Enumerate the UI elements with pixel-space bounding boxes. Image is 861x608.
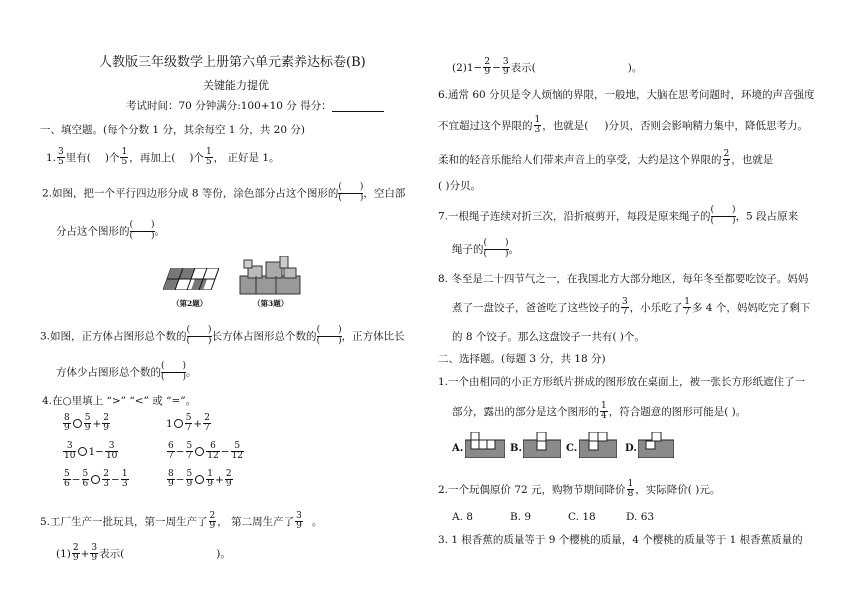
option-b-label[interactable]: B. [510,443,522,454]
frac-1-5b: $\frac{1}{5}$ [205,147,212,168]
q2-blank2[interactable]: ( ) ( ) [129,220,155,241]
q1-text-d: ，再加上( [129,151,176,164]
frac: $\frac{5}{12}$ [231,441,243,462]
q5-1-end: )。 [216,547,231,560]
question-5-2: (2)1− $\frac{2}{9}$ − $\frac{3}{9}$ 表示( )。 [452,57,643,78]
q3-blank1[interactable]: ( ) ( ) [186,325,212,346]
frac: $\frac{6}{12}$ [207,441,219,462]
frac: $\frac{6}{7}$ [168,441,174,462]
question-7-line2 [452,239,519,260]
q3-text-c: ，正方体比长 [341,330,405,343]
frac-3-9: $\frac{3}{9}$ [502,57,509,78]
q7-text: 7.一根绳子连续对折三次，沿折痕剪开，每段是原来绳子的 [438,210,711,223]
question-8-line2 [452,298,810,318]
frac: $\frac{2}{3}$ [103,469,110,490]
q6-l3b: ，也就是 [731,153,774,166]
c1-l2b: ，符合题意的图形可能是( )。 [608,405,747,418]
frac: $\frac{5}{9}$ [84,413,91,434]
compare-circle[interactable] [91,475,100,484]
choice-2-option-a[interactable]: A. 8 [452,511,473,523]
frac: $\frac{8}{9}$ [64,413,70,434]
option-a-figure[interactable] [465,432,505,458]
frac: $\frac{1}{9}$ [207,469,214,490]
page-title: 人教版三年级数学上册第六单元素养达标卷(B) [99,55,366,70]
compare-circle[interactable] [195,475,204,484]
q7-blank1[interactable]: ( ) ( ) [710,205,736,226]
q4-one: 1 [166,417,173,430]
frac-3-9: $\frac{3}{9}$ [296,511,302,532]
q5-1-num: (1) [56,547,71,560]
q1-text-f: ， 正好是 1。 [213,151,280,164]
q3-line2-text: 方体少占图形总个数的 [56,366,161,379]
question-1 [46,148,280,168]
frac: $\frac{8}{9}$ [168,469,174,490]
choice-1-line1: 1.一个由相同的小正方形纸片拼成的图形放在桌面上，被一张长方形纸遮住了一 [438,376,806,388]
frac: $\frac{5}{6}$ [64,469,70,490]
frac-3-7: $\frac{3}{7}$ [622,297,628,318]
option-d-figure[interactable] [638,432,674,458]
q4-row1-left: $\frac{8}{9}$ $\frac{5}{9}$ + $\frac{2}{9}$ [64,413,110,434]
question-5 [40,512,322,532]
frac-2-9: $\frac{2}{9}$ [484,57,491,78]
choice-2-option-d[interactable]: D. 63 [626,511,655,523]
q8-l2b: ，小乐吃了 [629,301,683,314]
q3-line2-end: 。 [186,366,197,379]
q8-l2a: 煮了一盘饺子，爸爸吃了这些饺子的 [452,301,620,314]
frac: $\frac{2}{9}$ [225,469,232,490]
frac-3-5: $\frac{3}{5}$ [58,147,64,168]
q4-minus: 1− [88,445,104,458]
section2-heading: 二、选择题。(每题 3 分，共 18 分) [438,353,606,365]
choice-1-line2 [452,402,746,422]
q7-blank2[interactable]: ( ) ( ) [483,238,509,259]
q6-l2c: )分贝，否则会影响精力集中，降低思考力。 [604,119,808,132]
frac: $\frac{1}{3}$ [121,469,128,490]
compare-circle[interactable] [195,447,204,456]
q5-1-mid: 表示( [99,547,125,560]
c2-text: 2.一个玩偶原价 72 元，购物节期间降价 [438,483,626,496]
q4-row3-left: $\frac{5}{6}$ − $\frac{5}{6}$ $\frac{2}{3}$ − $\frac{1}{3}$ [64,469,128,490]
q7-line2-end: 。 [508,243,520,256]
question-2-line2 [56,221,165,242]
q1-text-e: )个 [189,151,204,164]
q7-line2-text: 绳子的 [452,243,484,256]
q2-blank1[interactable]: ( ) ( ) [338,182,364,203]
frac: $\frac{2}{7}$ [204,413,210,434]
q6-l2a: 不宜超过这个界限的 [438,119,533,132]
option-c-figure[interactable] [579,432,617,458]
question-8-line3: 的 8 个饺子。那么这盘饺子一共有( )个。 [452,331,645,343]
q3-text-b: 长方体占图形总个数的 [211,330,317,343]
choice-2-option-c[interactable]: C. 18 [568,511,596,523]
question-6-line1: 6.通常 60 分贝是令人烦恼的界限，一般地，大脑在思考问题时，环境的声音强度 [438,89,815,101]
question-3-line1 [40,326,405,347]
q5-2-pre: (2)1− [452,61,483,74]
blocks-figure [236,256,304,296]
question-5-1: (1) $\frac{2}{9}$ + $\frac{3}{9}$ 表示( )。 [56,543,231,564]
section1-heading: 一、填空题。(每个分数 1 分，其余每空 1 分，共 20 分) [40,124,305,136]
q3-blank2[interactable]: ( ) ( ) [316,325,342,346]
exam-info [126,101,384,112]
q1-text-c: )个 [104,151,120,164]
frac-1-7: $\frac{1}{7}$ [684,297,690,318]
q3-text-a: 3.如图，正方体占图形总个数的 [40,330,187,343]
q4-row2-left [62,442,119,462]
choice-3: 3. 1 根香蕉的质量等于 9 个樱桃的质量，4 个樱桃的质量等于 1 根香蕉质量的 [438,534,803,546]
frac: $\frac{5}{9}$ [186,469,193,490]
c2-end: ，实际降价( )元。 [635,483,721,496]
frac-2-9: $\frac{2}{9}$ [72,543,79,564]
c1-l2a: 部分，露出的部分是这个图形的 [452,405,599,418]
q6-l2b: ，也就是( [542,119,589,132]
q3-blank3[interactable]: ( ) ( ) [161,361,187,382]
caption-q3: （第3题） [253,299,289,308]
frac-1-5: $\frac{1}{5}$ [121,147,128,168]
frac-2-9: $\frac{2}{9}$ [209,511,216,532]
q2-line2-text: 分占这个图形的 [56,225,130,238]
question-6-line2 [438,116,808,136]
frac: $\frac{5}{6}$ [82,469,89,490]
q5-2-mid: 表示( [510,61,536,74]
exam-info-text: 考试时间：70 分钟满分:100+10 分 得分： [126,100,332,112]
parallelogram-figure [163,268,219,290]
q4-row3-right: $\frac{8}{9}$ − $\frac{5}{9}$ $\frac{1}{9}$ + $\frac{2}{9}$ [168,469,232,490]
frac-1-3: $\frac{1}{3}$ [534,115,541,136]
option-b-figure[interactable] [523,432,561,458]
page-subtitle: 关键能力提优 [203,79,269,92]
compare-circle[interactable] [174,419,183,428]
q5-mid: ， 第二周生产了 [217,515,295,528]
question-6-line4: ( )分贝。 [438,180,482,192]
question-3-line2 [56,362,197,383]
q8-l2c: 多 4 个，妈妈吃完了剩下 [691,301,811,314]
question-7-line1 [438,206,798,227]
q2-line2-end: 。 [154,225,166,238]
question-6-line3 [438,150,773,170]
q6-l3a: 柔和的轻音乐能给人们带来声音上的享受，大约是这个界限的 [438,153,722,166]
frac: $\frac{5}{7}$ [185,413,192,434]
q5-end: 。 [311,515,323,528]
q2-text: 2.如图，把一个平行四边形分成 8 等份，涂色部分占这个图形的 [42,187,339,200]
q5-2-end: )。 [627,61,643,74]
q1-text-b: 里有( [65,151,91,164]
question-4-intro: 4.在○里填上 “>” “<” 或 “=”。 [42,395,197,407]
q7-text-end: ，5 段占原来 [735,210,799,223]
frac-2-3: $\frac{2}{3}$ [723,149,730,170]
frac: $\frac{5}{7}$ [186,441,193,462]
frac: $\frac{2}{9}$ [103,413,110,434]
option-a-label[interactable]: A. [452,443,464,454]
frac-1-8: $\frac{1}{8}$ [627,479,634,500]
frac: $\frac{3}{10}$ [64,441,76,462]
compare-circle[interactable] [73,419,82,428]
compare-circle[interactable] [78,447,87,456]
q4-row2-right: $\frac{6}{7}$ − $\frac{5}{7}$ $\frac{6}{12}$ − $\frac{5}{12}$ [168,441,243,462]
frac-3-9: $\frac{3}{9}$ [91,543,98,564]
choice-2-option-b[interactable]: B. 9 [510,511,532,523]
option-d-label[interactable]: D. [625,443,637,454]
caption-q2: （第2题） [172,299,208,308]
q4-row1-right: 1 $\frac{5}{7}$ + $\frac{2}{7}$ [166,413,210,434]
question-8-line1: 8. 冬至是二十四节气之一，在我国北方大部分地区，每年冬至都要吃饺子。妈妈 [438,273,809,285]
score-blank[interactable] [332,102,384,112]
frac-1-4: $\frac{1}{4}$ [601,401,607,422]
frac: $\frac{3}{10}$ [105,441,118,462]
choice-2 [438,480,720,500]
question-2-line1 [42,183,405,204]
option-c-label[interactable]: C. [566,443,578,454]
q5-text: 5.工厂生产一批玩具，第一周生产了 [40,515,208,528]
q1-num: 1. [46,151,57,164]
q2-text-end: ，空白部 [363,187,406,200]
